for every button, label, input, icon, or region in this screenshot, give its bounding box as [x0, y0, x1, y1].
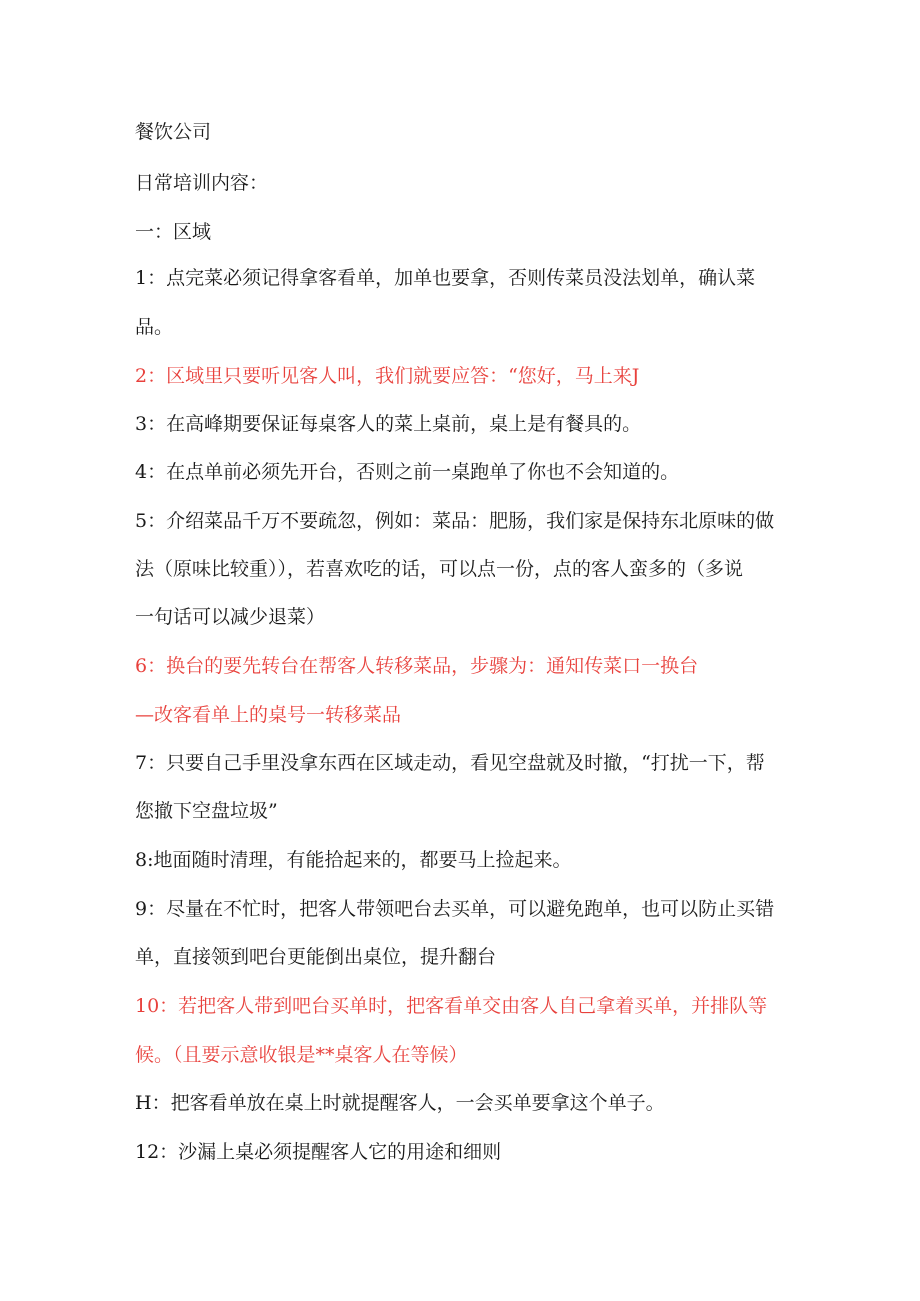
item-1-line-1: 1：点完菜必须记得拿客看单，加单也要拿，否则传菜员没法划单，确认菜	[135, 267, 756, 289]
item-10-line-2: 候。（且要示意收银是**桌客人在等候）	[135, 1044, 468, 1066]
item-6-line-1: 6：换台的要先转台在帮客人转移菜品，步骤为：通知传菜口一换台	[135, 655, 699, 677]
item-9-line-1: 9：尽量在不忙时，把客人带领吧台去买单，可以避免跑单，也可以防止买错	[135, 898, 775, 920]
item-5-line-1: 5：介绍菜品千万不要疏忽，例如：菜品：肥肠，我们家是保持东北原味的做	[135, 510, 775, 532]
item-7-line-1: 7：只要自己手里没拿东西在区域走动，看见空盘就及时撤，“打扰一下，帮	[135, 752, 765, 774]
item-4-line-1: 4：在点单前必须先开台，否则之前一桌跑单了你也不会知道的。	[135, 461, 680, 483]
item-2-line-1: 2：区域里只要听见客人叫，我们就要应答：“您好，马上来J	[135, 365, 640, 387]
item-6-line-2: —改客看单上的桌号一转移菜品	[135, 704, 402, 726]
section-heading: 一：区域	[135, 221, 212, 243]
item-5-line-2: 法（原味比较重）），若喜欢吃的话，可以点一份，点的客人蛮多的（多说	[135, 558, 744, 580]
item-10-line-1: 10：若把客人带到吧台买单时，把客看单交由客人自己拿着买单，并排队等	[135, 995, 768, 1017]
item-11-line-1: H：把客看单放在桌上时就提醒客人，一会买单要拿这个单子。	[135, 1092, 665, 1114]
document-title: 餐饮公司	[135, 121, 212, 143]
item-8-line-1: 8:地面随时清理，有能拾起来的，都要马上捡起来。	[135, 849, 572, 871]
item-7-line-2: 您撤下空盘垃圾”	[135, 800, 278, 822]
item-3-line-1: 3：在高峰期要保证每桌客人的菜上桌前，桌上是有餐具的。	[135, 413, 642, 435]
item-5-line-3: 一句话可以减少退菜）	[135, 606, 326, 628]
document-subtitle: 日常培训内容：	[135, 172, 269, 194]
item-12-line-1: 12：沙漏上桌必须提醒客人它的用途和细则	[135, 1141, 502, 1163]
item-9-line-2: 单，直接领到吧台更能倒出桌位，提升翻台	[135, 946, 497, 968]
item-1-line-2: 品。	[135, 316, 174, 338]
